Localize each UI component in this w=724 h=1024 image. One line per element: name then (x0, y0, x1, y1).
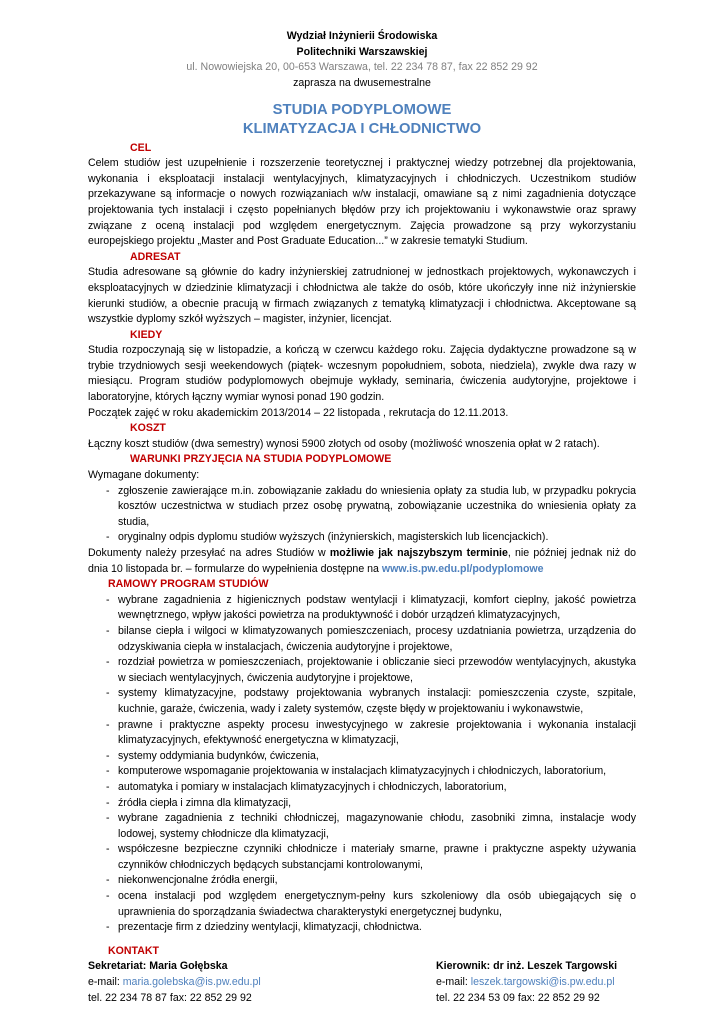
faculty-name: Wydział Inżynierii Środowiska (286, 30, 438, 42)
title-studies: STUDIA PODYPLOMOWE (272, 102, 452, 119)
forms-link[interactable]: www.is.pw.edu.pl/podyplomowe (381, 562, 544, 575)
manager-phone: tel. 22 234 53 09 fax: 22 852 29 92 (436, 991, 600, 1004)
contacts-block (88, 959, 636, 1006)
list-item: - źródła ciepła i zimna dla klimatyzacji, (88, 796, 636, 812)
list-item: - wybrane zagadnienia z techniki chłodniczej, magazynowanie chłodu, zasobniki zimna, instalacje wody lodowej, systemy chłodnicze dla klimatyzacji, (88, 811, 636, 842)
list-item: - komputerowe wspomaganie projektowania w instalacjach klimatyzacyjnych i chłodniczych, laboratorium, (88, 764, 636, 780)
list-item: - systemy klimatyzacyjne, podstawy projektowania wybranych instalacji: pomieszczenia czyste, szpitale, kuchnie, garaże, ćwiczenia, wady i zalety systemów, częste błędy w projektowaniu i wykonawstwie, (88, 686, 636, 717)
section-heading-warunki: WARUNKI PRZYJĘCIA NA STUDIA PODYPLOMOWE (130, 453, 392, 466)
submission-note-pre: Dokumenty należy przesyłać na adres Studiów w (88, 547, 330, 559)
section-heading-program: RAMOWY PROGRAM STUDIÓW (108, 578, 269, 591)
list-item: - rozdział powietrza w pomieszczeniach, projektowanie i obliczanie sieci przewodów wentylacyjnych, akustyka w sieciach wentylacyjnych, ćwiczenia audytoryjne i projektowe, (88, 655, 636, 686)
email-label: e-mail: (436, 976, 471, 989)
manager-title: Kierownik: dr inż. Leszek Targowski (436, 960, 618, 973)
section-text-kiedy-start: Początek zajęć w roku akademickim 2013/2014 – 22 listopada , rekrutacja do 12.11.2013. (88, 406, 509, 419)
submission-note-mid: , nie później jednak niż do dnia 10 listopada br. – formularze do wypełnienia dostępne na (88, 547, 636, 575)
list-item: - prawne i praktyczne aspekty procesu inwestycyjnego w zakresie projektowania i wykonania instalacji klimatyzacyjnych, efektywność energetyczna w klimatyzacji, (88, 718, 636, 749)
section-heading-koszt: KOSZT (130, 422, 166, 435)
section-text-adresat: Studia adresowane są głównie do kadry inżynierskiej zatrudnionej w jednostkach projektowych, wykonawczych i eksploatacyjnych w dziedzinie klimatyzacji i chłodnictwa ale także do osób, które ukończyły inne niż inżynierskie kierunki studiów, a obecnie pracują w firmach związanych z tematyką klimatyzacji i chłodnictwa. Akceptowane są wszystkie dyplomy szkół wyższych – magister, inżynier, licencjat. (88, 266, 636, 326)
title-block (88, 101, 636, 138)
list-item: - oryginalny odpis dyplomu studiów wyższych (inżynierskich, magisterskich lub licencjackich). (88, 530, 636, 546)
section-heading-cel: CEL (130, 141, 152, 154)
spacer (88, 936, 636, 944)
section-heading-kiedy: KIEDY (130, 328, 163, 341)
section-heading-kontakt: KONTAKT (108, 944, 159, 957)
list-item: - systemy oddymiania budynków, ćwiczenia, (88, 749, 636, 765)
list-item: - prezentacje firm z dziedziny wentylacji, klimatyzacji, chłodnictwa. (88, 920, 636, 936)
section-text-kiedy: Studia rozpoczynają się w listopadzie, a kończą w czerwcu każdego roku. Zajęcia dydaktyczne prowadzone są w trybie trzydniowych sesji weekendowych (piątek- wczesnym popołudniem, sobota, niedziela), zwykle dwa razy w miesiącu. Program studiów podyplomowych obejmuje wykłady, seminaria, ćwiczenia audytoryjne, projektowe i laboratoryjne, których łączny wymiar wynosi ponad 190 godzin. (88, 344, 636, 404)
email-label: e-mail: (88, 976, 123, 989)
list-item: - wybrane zagadnienia z higienicznych podstaw wentylacji i klimatyzacji, komfort cieplny, jakość powietrza wewnętrznego, wpływ jakości powietrza na produktywność i dobór urządzeń klimatyzacyjnych, (88, 593, 636, 624)
list-item: - automatyka i pomiary w instalacjach klimatyzacyjnych i chłodniczych, laboratorium, (88, 780, 636, 796)
submission-note-bold: możliwie jak najszybszym terminie (329, 547, 508, 559)
program-list (88, 593, 636, 936)
section-text-cel: Celem studiów jest uzupełnienie i rozszerzenie teoretycznej i praktycznej wiedzy potrzebnej dla projektowania, wykonania i eksploatacji instalacji wentylacyjnych, klimatyzacyjnych i chłodniczych. Uczestnikom studiów przekazywane są informacje o nowych rozwiązaniach w/w instalacji, omawiane są z nimi zagadnienia dotyczące projektowania tych instalacji i często popełnianych błędów przy ich projektowaniu i wykonawstwie oraz sprawy związane z oceną instalacji pod względem energetycznym. Zajęcia prowadzone są przy wykorzystaniu europejskiego projektu „Master and Post Graduate Education...” w zakresie tematyki Studium. (88, 157, 636, 248)
section-heading-adresat: ADRESAT (130, 250, 181, 263)
list-item: - współczesne bezpieczne czynniki chłodnicze i materiały smarne, prawne i praktyczne aspekty używania czynników chłodniczych będących substancjami kontrolowanymi, (88, 842, 636, 873)
secretariat-email-line (88, 975, 378, 991)
contact-manager (436, 959, 636, 1006)
required-documents-list (88, 484, 636, 546)
list-item: - niekonwencjonalne źródła energii, (88, 873, 636, 889)
contact-secretariat (88, 959, 378, 1006)
secretariat-phone: tel. 22 234 78 87 fax: 22 852 29 92 (88, 991, 252, 1004)
manager-email-link[interactable]: leszek.targowski@is.pw.edu.pl (470, 976, 615, 989)
list-item: - zgłoszenie zawierające m.in. zobowiązanie zakładu do wniesienia opłaty za studia lub, w przypadku pokrycia kosztów uczestnictwa w studiach przez osobę prywatną, zobowiązanie uczestnika do wniesienia opłaty za studia, (88, 484, 636, 531)
university-name: Politechniki Warszawskiej (296, 45, 428, 58)
secretariat-title: Sekretariat: Maria Gołębska (88, 960, 228, 973)
submission-note (88, 546, 636, 577)
list-item: - ocena instalacji pod względem energetycznym-pełny kurs szkoleniowy dla osób ubiegających się o uprawnienia do sporządzania świadectwa charakterystyki energetycznej budynku, (88, 889, 636, 920)
required-documents-label: Wymagane dokumenty: (88, 469, 200, 482)
list-item: - bilanse ciepła i wilgoci w klimatyzowanych pomieszczeniach, procesy uzdatniania powietrza, urządzenia do odzyskiwania ciepła w instalacjach, ćwiczenia audytoryjne i projektowe, (88, 624, 636, 655)
manager-email-line (436, 975, 636, 991)
section-text-koszt: Łączny koszt studiów (dwa semestry) wynosi 5900 złotych od osoby (możliwość wnoszenia opłat w 2 ratach). (88, 437, 600, 450)
secretariat-email-link[interactable]: maria.golebska@is.pw.edu.pl (122, 976, 261, 989)
invite-line: zaprasza na dwusemestralne (293, 76, 431, 89)
title-field: KLIMATYZACJA I CHŁODNICTWO (242, 120, 482, 137)
address-line: ul. Nowowiejska 20, 00-653 Warszawa, tel. 22 234 78 87, fax 22 852 29 92 (186, 61, 538, 74)
